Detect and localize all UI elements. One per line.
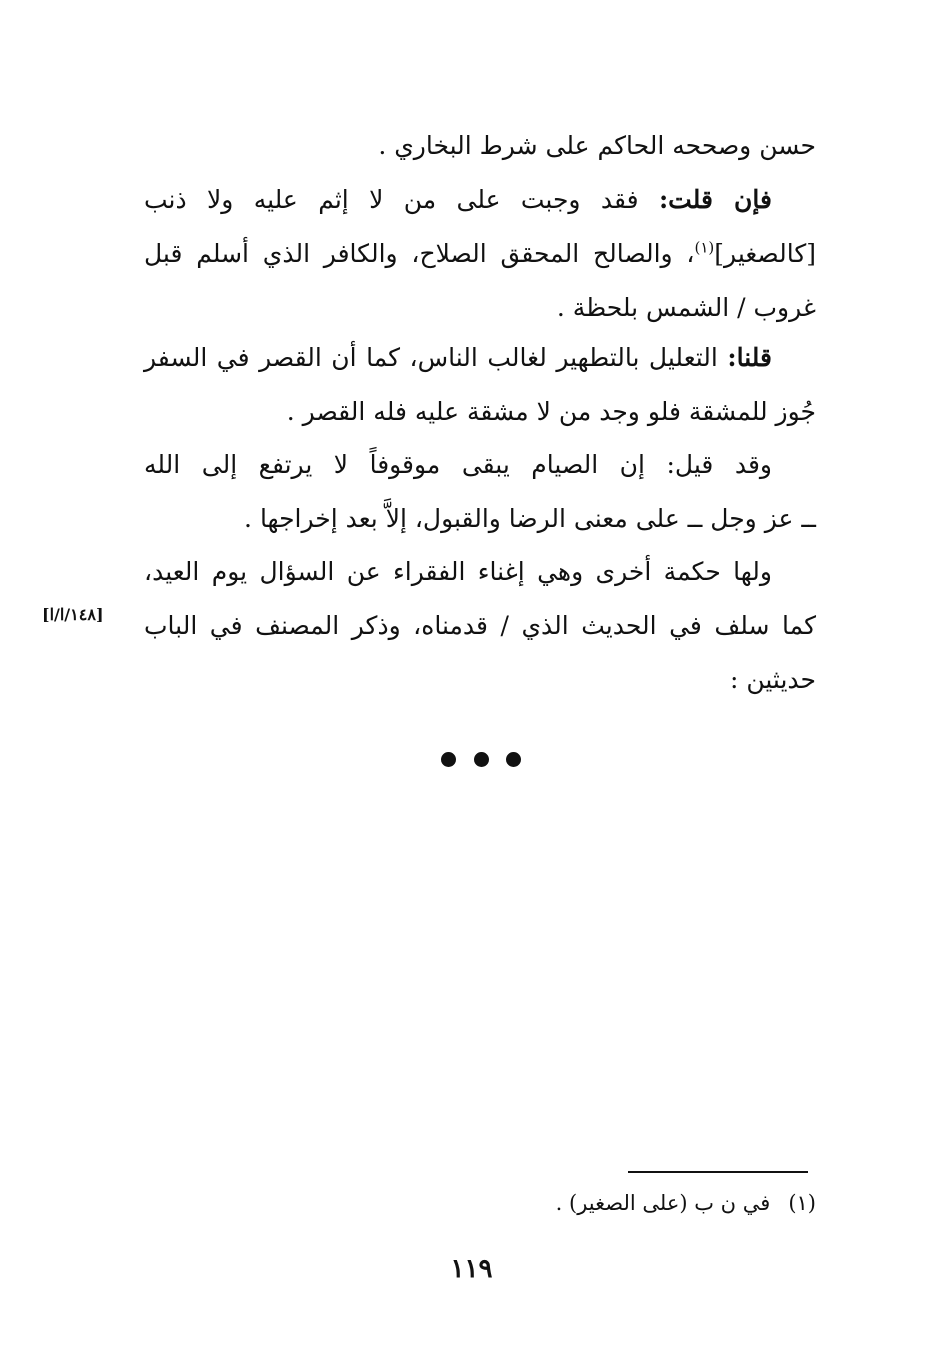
text-line: وقد قيل: إن الصيام يبقى موقوفاً لا يرتفع إلى الله: [144, 450, 772, 479]
text-line: [144, 331, 816, 385]
footnote-number: (١): [788, 1191, 816, 1215]
text-line: ولها حكمة أخرى وهي إغناء الفقراء عن السؤال يوم العيد،: [144, 557, 772, 586]
text-line: غروب / الشمس بلحظة .: [556, 293, 816, 322]
paragraph-4: [144, 438, 816, 546]
ornament-dot: [474, 752, 489, 767]
text-line: [144, 173, 816, 227]
text-line: حديثين :: [729, 665, 816, 694]
text-line: حسن وصححه الحاكم على شرط البخاري .: [378, 131, 816, 160]
text-line: [144, 227, 816, 281]
text-line: كما سلف في الحديث الذي / قدمناه، وذكر المصنف في الباب: [144, 611, 816, 640]
text-line: ــ عز وجل ــ على معنى الرضا والقبول، إلاَّ بعد إخراجها .: [244, 504, 816, 533]
section-ornament: [441, 749, 521, 769]
text-line: جُوز للمشقة فلو وجد من لا مشقة عليه فله القصر .: [286, 397, 816, 426]
margin-reference: [١٤٨/ا/ا]: [42, 605, 104, 624]
paragraph-2: [144, 173, 816, 335]
text-segment: ، والصالح المحقق الصلاح، والكافر الذي أسلم قبل: [144, 239, 695, 268]
paragraph-5: [144, 545, 816, 707]
footnote-text: في ن ب (على الصغير) .: [555, 1191, 771, 1215]
paragraph-1: [144, 119, 816, 173]
footnote: [556, 1186, 816, 1220]
bracketed-word: [كالصغير]: [714, 239, 816, 268]
paragraph-3: [144, 331, 816, 439]
page-number: ١١٩: [450, 1254, 493, 1284]
footnote-marker: (١): [694, 238, 715, 257]
paragraph-lead: فإن قلت:: [658, 185, 772, 214]
ornament-dot: [441, 752, 456, 767]
paragraph-lead: قلنا:: [727, 343, 772, 372]
text-segment: التعليل بالتطهير لغالب الناس، كما أن القصر في السفر: [144, 343, 718, 372]
ornament-dot: [506, 752, 521, 767]
text-segment: فقد وجبت على من لا إثم عليه ولا ذنب: [144, 185, 639, 214]
footnote-divider: [628, 1171, 808, 1173]
